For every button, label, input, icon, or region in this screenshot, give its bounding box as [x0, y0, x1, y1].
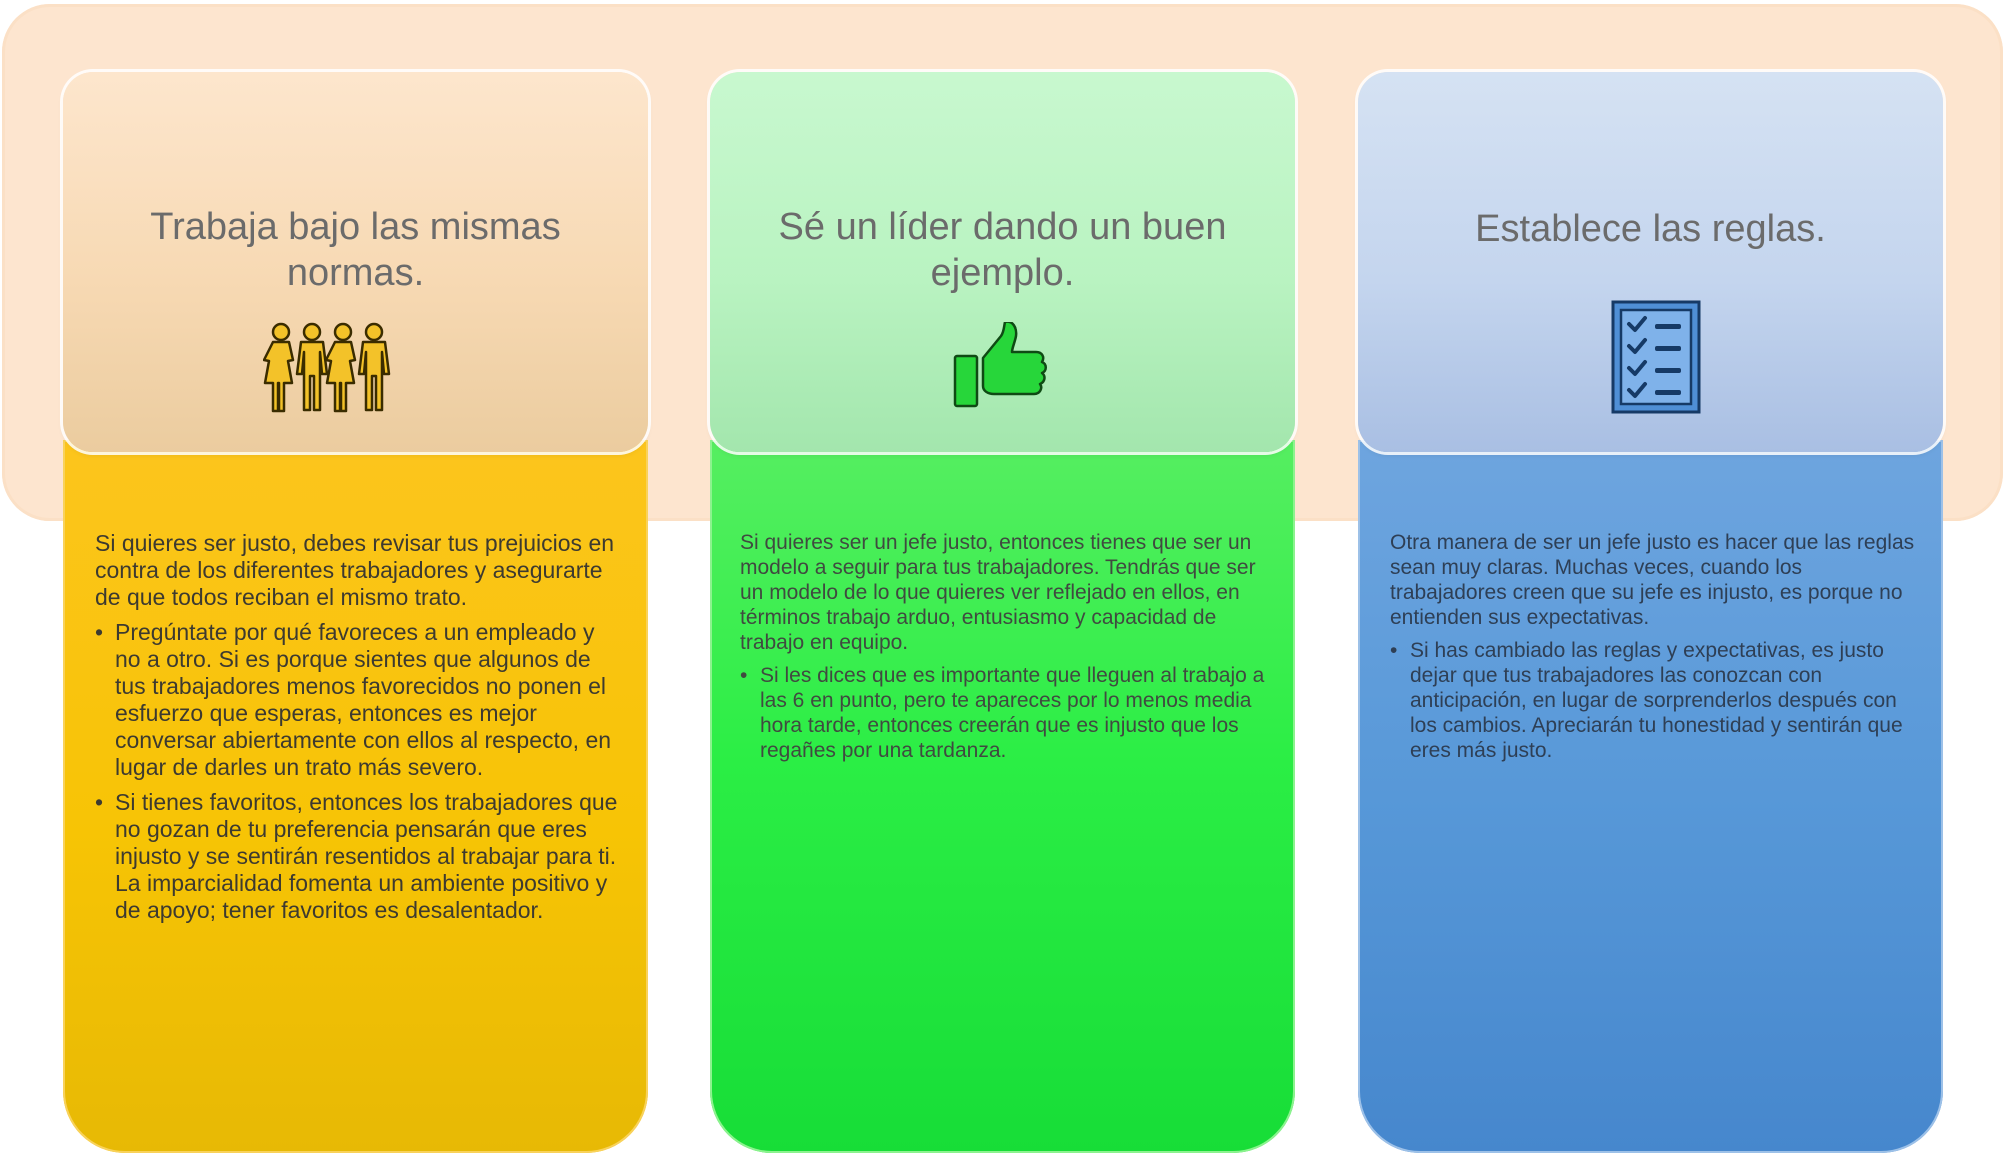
column-body-2: [710, 440, 1295, 1153]
card-trabaja-bajo-normas: [63, 72, 648, 452]
bullet-dot: •: [740, 664, 748, 687]
thumbs-up-icon: [953, 322, 1053, 415]
bullet-list: [1390, 638, 1915, 763]
card-establece-reglas: [1358, 72, 1943, 452]
card-title: Sé un líder dando un buen ejemplo.: [778, 206, 1227, 294]
card-se-un-lider: [710, 72, 1295, 452]
bullet-dot: •: [95, 619, 104, 645]
card-title: Trabaja bajo las mismas normas.: [150, 206, 561, 294]
column-text-1: [95, 530, 620, 932]
bullet-dot: •: [1390, 639, 1398, 662]
column-text-2: [740, 530, 1267, 771]
bullet-list: [740, 663, 1267, 763]
column-body-1: [63, 440, 648, 1153]
bullet-dot: •: [95, 789, 104, 815]
column-intro: Si quieres ser justo, debes revisar tus prejuicios en contra de los diferentes trabajadores y asegurarte de que todos reciban el mismo trato.: [95, 530, 615, 610]
bullet-list: [95, 619, 620, 924]
column-body-3: [1358, 440, 1943, 1153]
column-intro: Otra manera de ser un jefe justo es hacer que las reglas sean muy claras. Muchas veces, cuando los trabajadores creen que su jefe es injusto, es porque no entienden sus expectativas.: [1390, 531, 1915, 629]
card-title: Establece las reglas.: [1475, 208, 1826, 250]
column-intro: Si quieres ser un jefe justo, entonces tienes que ser un modelo a seguir para tus trabajadores. Tendrás que ser un modelo de lo que quieres ver reflejado en ellos, en términos trabajo arduo, entusiasmo y capacidad de trabajo en equipo.: [740, 531, 1256, 654]
people-group-icon: [263, 322, 393, 419]
list-item: • Pregúntate por qué favoreces a un empleado y no a otro. Si es porque sientes que algunos de tus trabajadores menos favorecidos no ponen el esfuerzo que esperas, entonces es mejor conversar abiertamente con ellos al respecto, en lugar de darles un trato más severo.: [95, 619, 612, 780]
list-item: • Si has cambiado las reglas y expectativas, es justo dejar que tus trabajadores las conozcan con anticipación, en lugar de sorprenderlos después con los cambios. Apreciarán tu honestidad y sentirán que eres más justo.: [1390, 639, 1903, 762]
checklist-icon: [1611, 300, 1701, 419]
list-item: • Si les dices que es importante que lleguen al trabajo a las 6 en punto, pero te apareces por lo menos media hora tarde, entonces creerán que es injusto que los regañes por una tardanza.: [740, 664, 1265, 762]
column-text-3: [1390, 530, 1915, 771]
list-item: • Si tienes favoritos, entonces los trabajadores que no gozan de tu preferencia pensarán que eres injusto y se sentirán resentidos al trabajar para ti. La imparcialidad fomenta un ambiente positivo y de apoyo; tener favoritos es desalentador.: [95, 789, 618, 923]
